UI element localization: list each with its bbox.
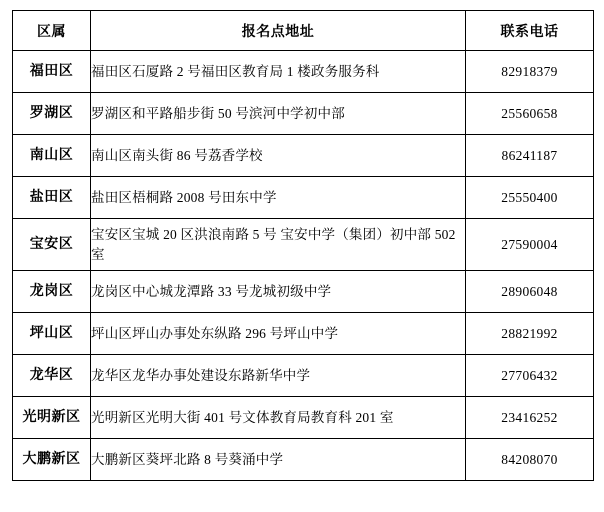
table-row	[13, 271, 594, 313]
table-row	[13, 93, 594, 135]
cell-phone: 82918379	[466, 51, 594, 93]
cell-phone: 23416252	[466, 397, 594, 439]
cell-district: 罗湖区	[13, 93, 91, 135]
cell-phone: 27590004	[466, 219, 594, 271]
table-header-row	[13, 11, 594, 51]
cell-phone: 86241187	[466, 135, 594, 177]
cell-address: 光明新区光明大街 401 号文体教育局教育科 201 室	[91, 397, 466, 439]
cell-address: 福田区石厦路 2 号福田区教育局 1 楼政务服务科	[91, 51, 466, 93]
cell-phone: 28821992	[466, 313, 594, 355]
table-row	[13, 219, 594, 271]
cell-district: 龙岗区	[13, 271, 91, 313]
table-body	[13, 51, 594, 481]
cell-address: 龙华区龙华办事处建设东路新华中学	[91, 355, 466, 397]
table-row	[13, 135, 594, 177]
table-row	[13, 397, 594, 439]
cell-address: 宝安区宝城 20 区洪浪南路 5 号 宝安中学（集团）初中部 502 室	[91, 219, 466, 271]
cell-district: 南山区	[13, 135, 91, 177]
cell-district: 福田区	[13, 51, 91, 93]
cell-address: 坪山区坪山办事处东纵路 296 号坪山中学	[91, 313, 466, 355]
table-row	[13, 177, 594, 219]
column-header-address: 报名点地址	[91, 11, 466, 51]
cell-address: 大鹏新区葵坪北路 8 号葵涌中学	[91, 439, 466, 481]
cell-district: 光明新区	[13, 397, 91, 439]
column-header-phone: 联系电话	[466, 11, 594, 51]
cell-district: 坪山区	[13, 313, 91, 355]
cell-district: 龙华区	[13, 355, 91, 397]
cell-phone: 28906048	[466, 271, 594, 313]
column-header-district: 区属	[13, 11, 91, 51]
cell-address: 南山区南头街 86 号荔香学校	[91, 135, 466, 177]
table-row	[13, 439, 594, 481]
cell-phone: 25560658	[466, 93, 594, 135]
cell-district: 盐田区	[13, 177, 91, 219]
cell-district: 大鹏新区	[13, 439, 91, 481]
table-row	[13, 313, 594, 355]
table-row	[13, 51, 594, 93]
table-header	[13, 11, 594, 51]
cell-address: 盐田区梧桐路 2008 号田东中学	[91, 177, 466, 219]
cell-phone: 84208070	[466, 439, 594, 481]
cell-phone: 25550400	[466, 177, 594, 219]
cell-address: 龙岗区中心城龙潭路 33 号龙城初级中学	[91, 271, 466, 313]
cell-phone: 27706432	[466, 355, 594, 397]
registration-sites-table	[12, 10, 594, 481]
table-row	[13, 355, 594, 397]
cell-address: 罗湖区和平路船步街 50 号滨河中学初中部	[91, 93, 466, 135]
cell-district: 宝安区	[13, 219, 91, 271]
